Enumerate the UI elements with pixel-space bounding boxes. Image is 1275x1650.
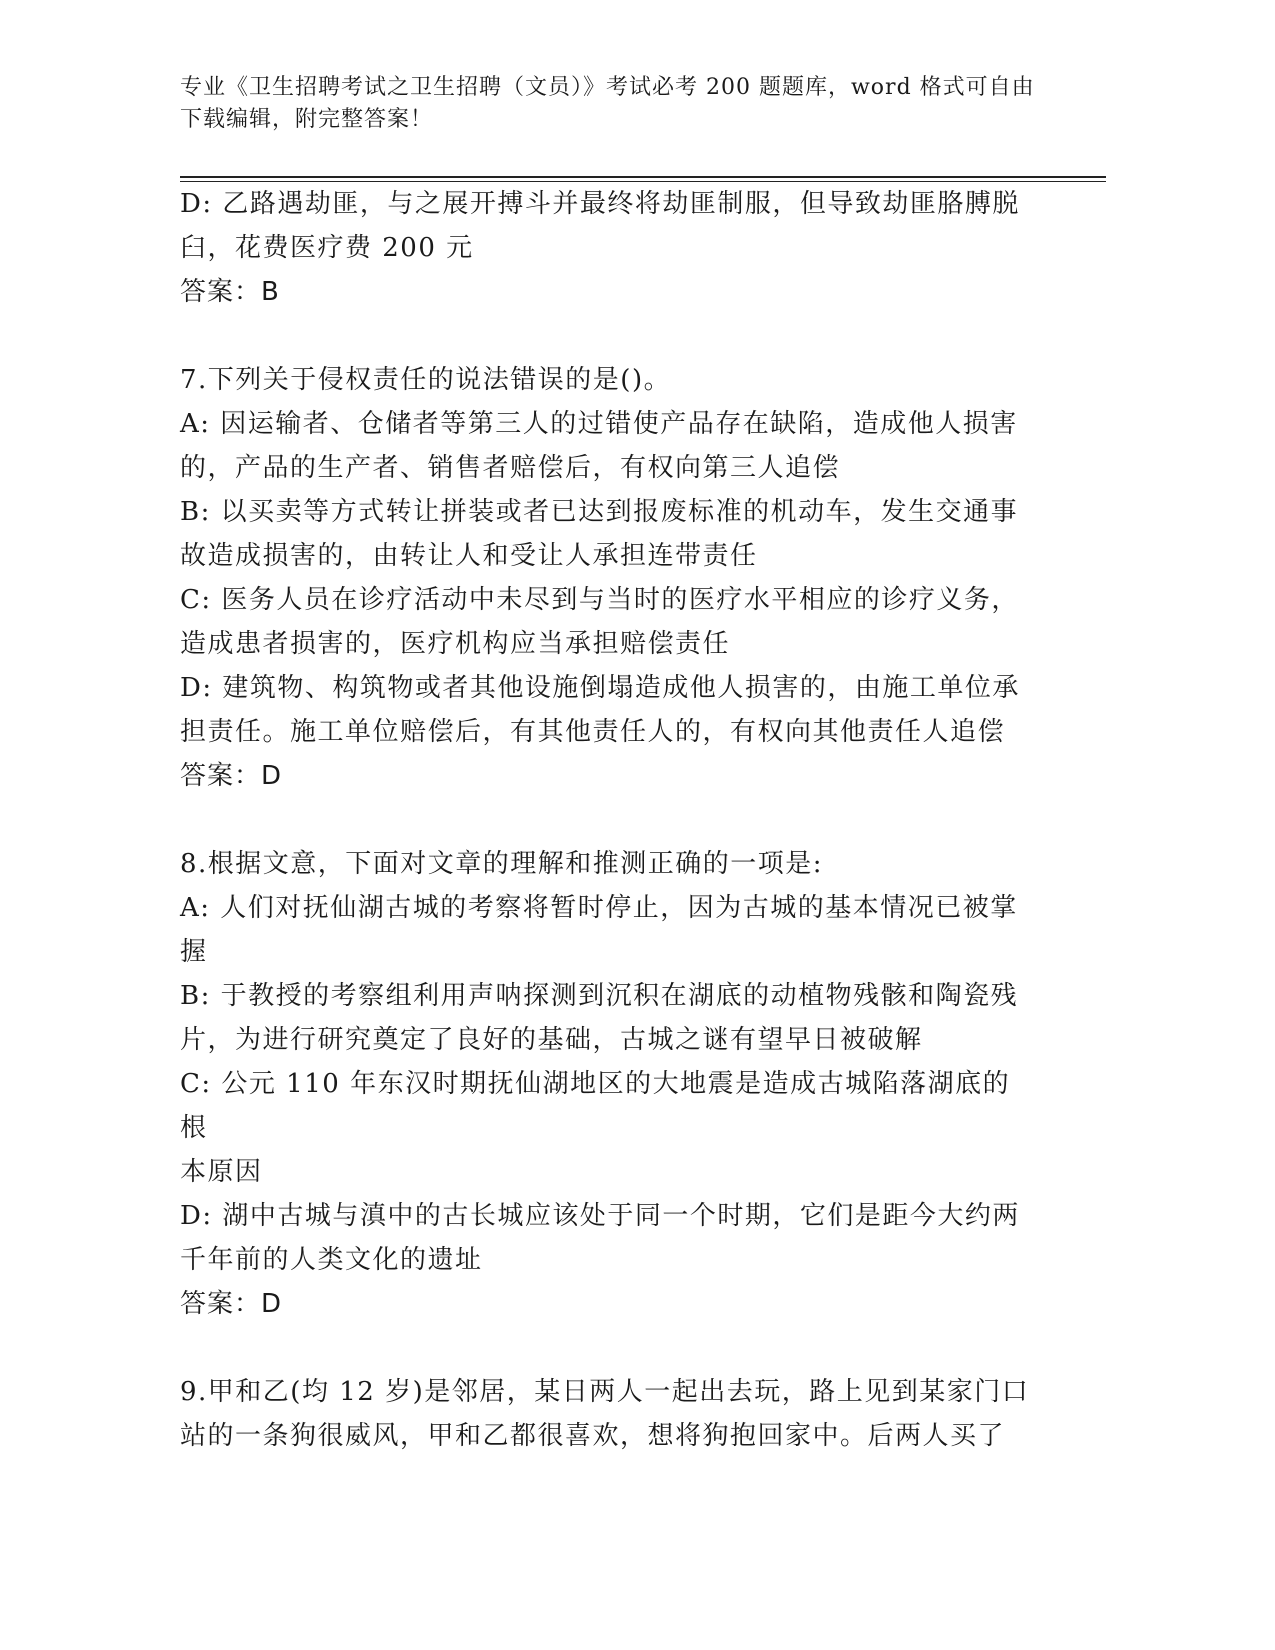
question-stem: 站的一条狗很威风，甲和乙都很喜欢，想将狗抱回家中。后两人买了 [180, 1421, 1006, 1451]
option-line: D: 乙路遇劫匪，与之展开搏斗并最终将劫匪制服，但导致劫匪胳膊脱 [180, 189, 1020, 219]
question-8 [180, 842, 1030, 1326]
question-7 [180, 358, 1030, 798]
option-line: 握 [180, 937, 208, 967]
question-stem: 9.甲和乙(均 12 岁)是邻居，某日两人一起出去玩，路上见到某家门口 [180, 1377, 1030, 1407]
option-line: A: 人们对抚仙湖古城的考察将暂时停止，因为古城的基本情况已被掌 [180, 893, 1018, 923]
option-line: 担责任。施工单位赔偿后，有其他责任人的，有权向其他责任人追偿 [180, 717, 1006, 747]
header-divider [180, 176, 1106, 178]
option-line: 的，产品的生产者、销售者赔偿后，有权向第三人追偿 [180, 453, 841, 483]
answer-line: 答案：B [180, 277, 280, 307]
option-line: A: 因运输者、仓储者等第三人的过错使产品存在缺陷，造成他人损害 [180, 409, 1018, 439]
option-line: C: 公元 110 年东汉时期抚仙湖地区的大地震是造成古城陷落湖底的根 [180, 1069, 1011, 1143]
option-line: C: 医务人员在诊疗活动中未尽到与当时的医疗水平相应的诊疗义务， [180, 585, 1019, 615]
question-stem: 8.根据文意，下面对文章的理解和推测正确的一项是: [180, 849, 824, 879]
answer-line: 答案：D [180, 1289, 283, 1319]
option-line: D: 建筑物、构筑物或者其他设施倒塌造成他人损害的，由施工单位承 [180, 673, 1020, 703]
option-line: 臼，花费医疗费 200 元 [180, 233, 474, 263]
question-stem: 7.下列关于侵权责任的说法错误的是()。 [180, 365, 672, 395]
page-header-title: 专业《卫生招聘考试之卫生招聘（文员）》考试必考 200 题题库，word 格式可自由下载编辑，附完整答案！ [180, 75, 1035, 132]
option-line: 造成患者损害的，医疗机构应当承担赔偿责任 [180, 629, 731, 659]
document-body [180, 182, 1030, 1458]
option-line: 本原因 [180, 1157, 263, 1187]
option-line: 故造成损害的，由转让人和受让人承担连带责任 [180, 541, 758, 571]
spacer [180, 798, 1030, 842]
question-6-tail [180, 182, 1030, 314]
answer-line: 答案：D [180, 761, 283, 791]
option-line: B: 于教授的考察组利用声呐探测到沉积在湖底的动植物残骸和陶瓷残 [180, 981, 1019, 1011]
spacer [180, 314, 1030, 358]
question-9 [180, 1370, 1030, 1458]
spacer [180, 1326, 1030, 1370]
option-line: D: 湖中古城与滇中的古长城应该处于同一个时期，它们是距今大约两 [180, 1201, 1020, 1231]
option-line: 千年前的人类文化的遗址 [180, 1245, 483, 1275]
option-line: 片，为进行研究奠定了良好的基础，古城之谜有望早日被破解 [180, 1025, 923, 1055]
option-line: B: 以买卖等方式转让拼装或者已达到报废标准的机动车，发生交通事 [180, 497, 1019, 527]
